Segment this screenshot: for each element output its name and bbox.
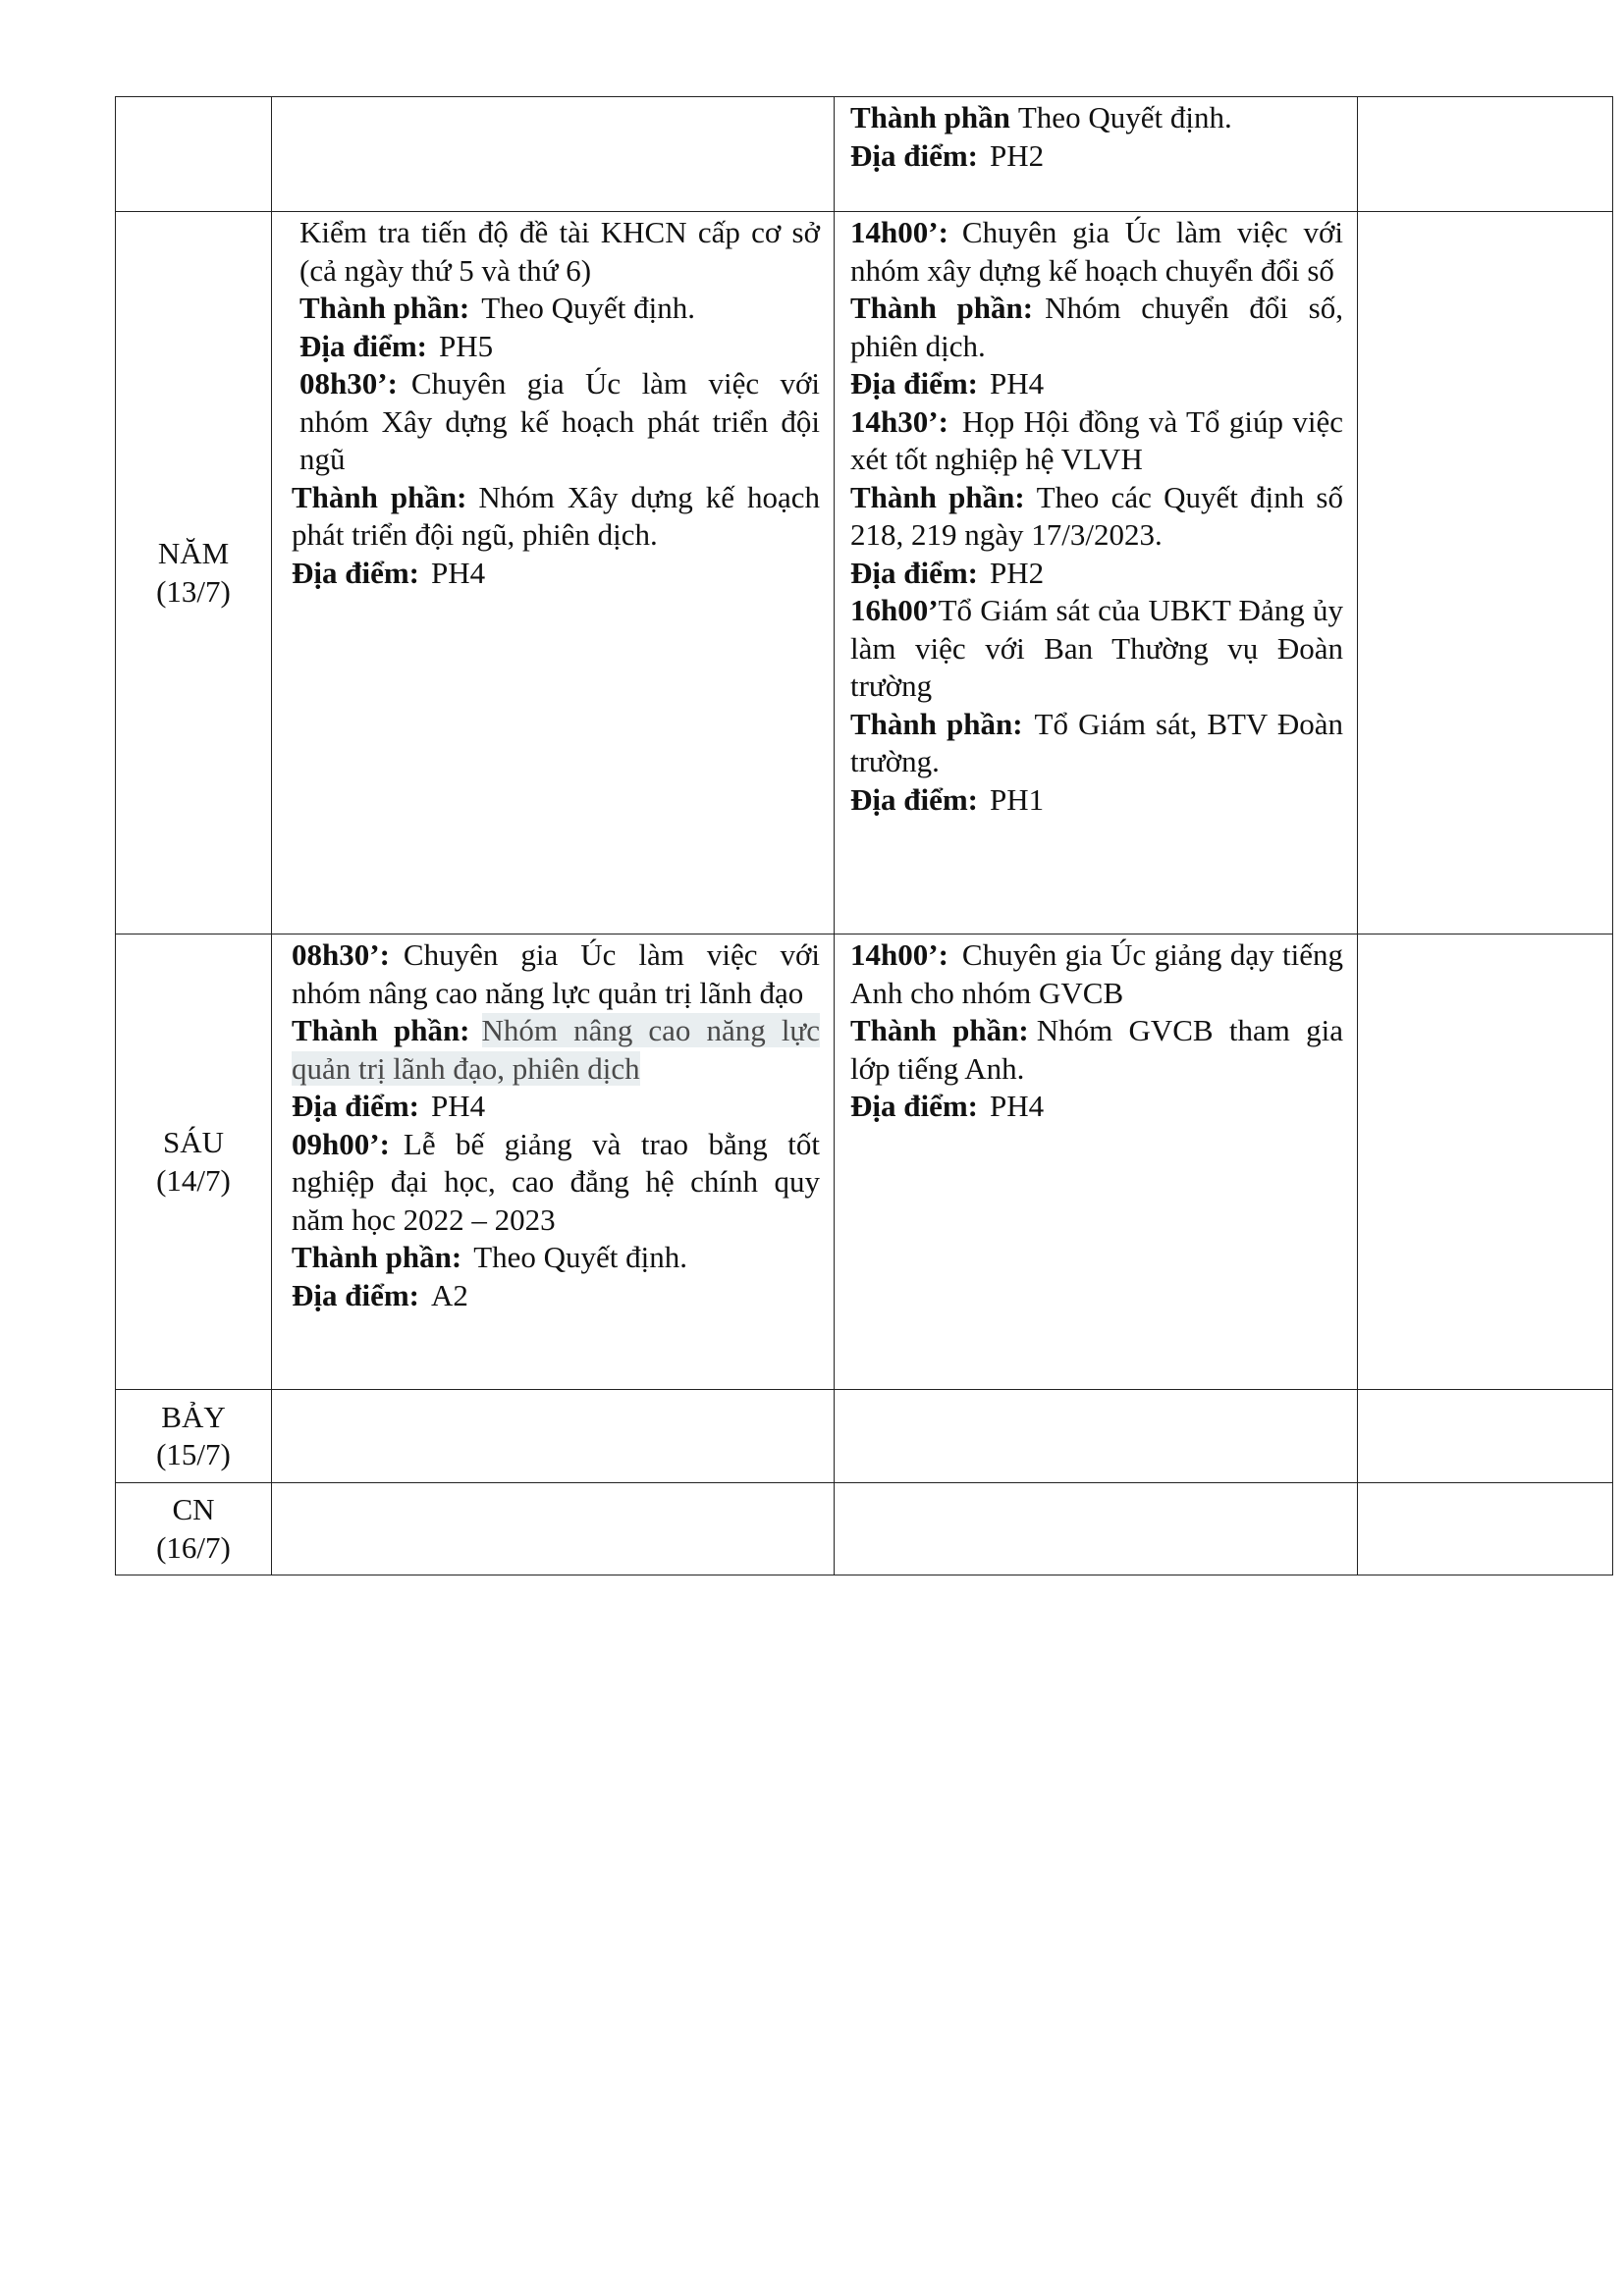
location-value: PH2 bbox=[990, 137, 1045, 173]
event-title bbox=[850, 214, 1343, 290]
event-description: Lễ bế giảng và trao bằng tốt nghiệp đại học, cao đẳng hệ chính quy năm học 2022 – 2023 bbox=[292, 1126, 820, 1237]
event-description: Chuyên gia Úc làm việc với nhóm nâng cao năng lực quản trị lãnh đạo bbox=[292, 937, 820, 1010]
event-block bbox=[292, 365, 820, 592]
event-title bbox=[292, 936, 820, 1012]
event-title bbox=[292, 365, 820, 479]
event-location bbox=[299, 328, 820, 366]
event-participants bbox=[850, 99, 1343, 137]
event-title bbox=[292, 1126, 820, 1240]
event-block bbox=[850, 99, 1343, 175]
participants-label: Thành phần: bbox=[850, 291, 1034, 325]
event-location bbox=[850, 781, 1343, 820]
day-cell bbox=[116, 1390, 272, 1483]
day-cell bbox=[116, 97, 272, 212]
event-title bbox=[850, 592, 1343, 706]
event-participants bbox=[850, 706, 1343, 781]
table-row bbox=[116, 1390, 1613, 1483]
note-cell bbox=[1358, 1390, 1613, 1483]
day-cell bbox=[116, 212, 272, 934]
participants-value: Theo Quyết định. bbox=[1017, 100, 1232, 134]
day-name: SÁU bbox=[162, 1125, 224, 1159]
day-date: (15/7) bbox=[156, 1437, 231, 1471]
morning-cell bbox=[272, 934, 835, 1390]
day-name: NĂM bbox=[157, 536, 230, 570]
morning-cell bbox=[272, 97, 835, 212]
event-block bbox=[850, 592, 1343, 819]
day-date: (14/7) bbox=[156, 1162, 231, 1198]
location-value: PH4 bbox=[990, 1089, 1045, 1123]
event-participants bbox=[850, 1012, 1343, 1088]
participants-label: Thành phần: bbox=[850, 1013, 1029, 1047]
event-description: Chuyên gia Úc làm việc với nhóm xây dựng kế hoạch chuyển đổi số bbox=[850, 215, 1343, 288]
table-row bbox=[116, 934, 1613, 1390]
event-participants bbox=[850, 479, 1343, 555]
day-date: (16/7) bbox=[156, 1529, 231, 1565]
note-cell bbox=[1358, 97, 1613, 212]
table-row bbox=[116, 97, 1613, 212]
participants-label: Thành phần: bbox=[292, 479, 467, 514]
event-participants bbox=[292, 1012, 820, 1088]
location-value: PH2 bbox=[990, 555, 1045, 590]
event-description: Chuyên gia Úc làm việc với nhóm Xây dựng kế hoạch phát triển đội ngũ bbox=[299, 366, 820, 476]
location-value: PH4 bbox=[431, 1089, 486, 1123]
participants-label: Thành phần: bbox=[299, 291, 470, 325]
event-block bbox=[850, 936, 1343, 1126]
event-time: 14h30’: bbox=[850, 403, 948, 439]
event-block bbox=[292, 1126, 820, 1315]
location-value: PH5 bbox=[439, 328, 494, 363]
event-location bbox=[850, 555, 1343, 593]
event-title bbox=[850, 936, 1343, 1012]
location-label: Địa điểm: bbox=[850, 1089, 979, 1123]
event-location bbox=[292, 555, 820, 593]
event-time: 14h00’: bbox=[850, 215, 948, 249]
event-time: 09h00’: bbox=[292, 1126, 390, 1161]
event-time: 08h30’: bbox=[292, 937, 390, 972]
morning-cell bbox=[272, 1390, 835, 1483]
table-row bbox=[116, 212, 1613, 934]
location-value: A2 bbox=[431, 1277, 468, 1312]
event-participants bbox=[850, 290, 1343, 365]
location-label: Địa điểm: bbox=[850, 366, 979, 400]
event-location bbox=[850, 137, 1343, 176]
participants-label: Thành phần: bbox=[850, 706, 1023, 741]
event-time: 14h00’: bbox=[850, 937, 948, 972]
afternoon-cell bbox=[835, 1483, 1358, 1575]
event-description: Họp Hội đồng và Tổ giúp việc xét tốt nghiệp hệ VLVH bbox=[850, 403, 1343, 476]
location-label: Địa điểm: bbox=[292, 555, 420, 590]
day-cell bbox=[116, 1483, 272, 1575]
note-cell bbox=[1358, 934, 1613, 1390]
table-row bbox=[116, 1483, 1613, 1575]
participants-value: Theo Quyết định. bbox=[473, 1240, 688, 1274]
event-time: 16h00’ bbox=[850, 593, 939, 627]
event-title: Kiểm tra tiến độ đề tài KHCN cấp cơ sở (cả ngày thứ 5 và thứ 6) bbox=[299, 215, 820, 288]
location-value: PH4 bbox=[431, 555, 486, 590]
participants-label: Thành phần bbox=[850, 100, 1010, 134]
morning-cell bbox=[272, 1483, 835, 1575]
location-value: PH4 bbox=[990, 366, 1045, 400]
event-block bbox=[850, 214, 1343, 403]
day-name: CN bbox=[172, 1492, 215, 1526]
participants-label: Thành phần: bbox=[292, 1240, 462, 1274]
location-label: Địa điểm: bbox=[292, 1277, 420, 1312]
day-date: (13/7) bbox=[156, 573, 231, 609]
location-value: PH1 bbox=[990, 781, 1045, 817]
location-label: Địa điểm: bbox=[850, 781, 979, 817]
day-name: BẢY bbox=[161, 1399, 226, 1434]
afternoon-cell bbox=[835, 934, 1358, 1390]
event-location bbox=[850, 365, 1343, 403]
event-location bbox=[292, 1277, 820, 1315]
participants-value: Theo Quyết định. bbox=[481, 291, 696, 325]
event-description: Tổ Giám sát của UBKT Đảng ủy làm việc với Ban Thường vụ Đoàn trường bbox=[850, 593, 1343, 703]
participants-value: Nhóm Xây dựng kế hoạch phát triển đội ngũ, phiên dịch. bbox=[292, 479, 820, 552]
event-participants bbox=[292, 479, 820, 555]
event-participants bbox=[292, 1239, 820, 1277]
event-location bbox=[850, 1088, 1343, 1126]
location-label: Địa điểm: bbox=[850, 137, 979, 173]
afternoon-cell bbox=[835, 1390, 1358, 1483]
event-title bbox=[850, 403, 1343, 479]
participants-label: Thành phần: bbox=[850, 479, 1025, 514]
event-block bbox=[299, 214, 820, 365]
participants-value: Theo các Quyết định số 218, 219 ngày 17/3/2023. bbox=[850, 479, 1343, 552]
location-label: Địa điểm: bbox=[299, 328, 428, 363]
afternoon-cell bbox=[835, 212, 1358, 934]
event-block bbox=[292, 936, 820, 1126]
location-label: Địa điểm: bbox=[850, 555, 979, 590]
day-cell bbox=[116, 934, 272, 1390]
afternoon-cell bbox=[835, 97, 1358, 212]
participants-value: Nhóm GVCB tham gia lớp tiếng Anh. bbox=[850, 1013, 1343, 1086]
morning-cell bbox=[272, 212, 835, 934]
event-participants bbox=[299, 290, 820, 328]
participants-value: Nhóm nâng cao năng lực quản trị lãnh đạo, phiên dịch bbox=[292, 1013, 820, 1086]
participants-value: Tổ Giám sát, BTV Đoàn trường. bbox=[850, 706, 1343, 778]
event-block bbox=[850, 403, 1343, 593]
event-description: Chuyên gia Úc giảng dạy tiếng Anh cho nhóm GVCB bbox=[850, 937, 1343, 1010]
location-label: Địa điểm: bbox=[292, 1089, 420, 1123]
note-cell bbox=[1358, 212, 1613, 934]
schedule-table bbox=[115, 96, 1613, 1575]
participants-value: Nhóm chuyển đổi số, phiên dịch. bbox=[850, 291, 1343, 363]
note-cell bbox=[1358, 1483, 1613, 1575]
event-location bbox=[292, 1088, 820, 1126]
event-time: 08h30’: bbox=[299, 366, 398, 400]
participants-label: Thành phần: bbox=[292, 1013, 470, 1047]
